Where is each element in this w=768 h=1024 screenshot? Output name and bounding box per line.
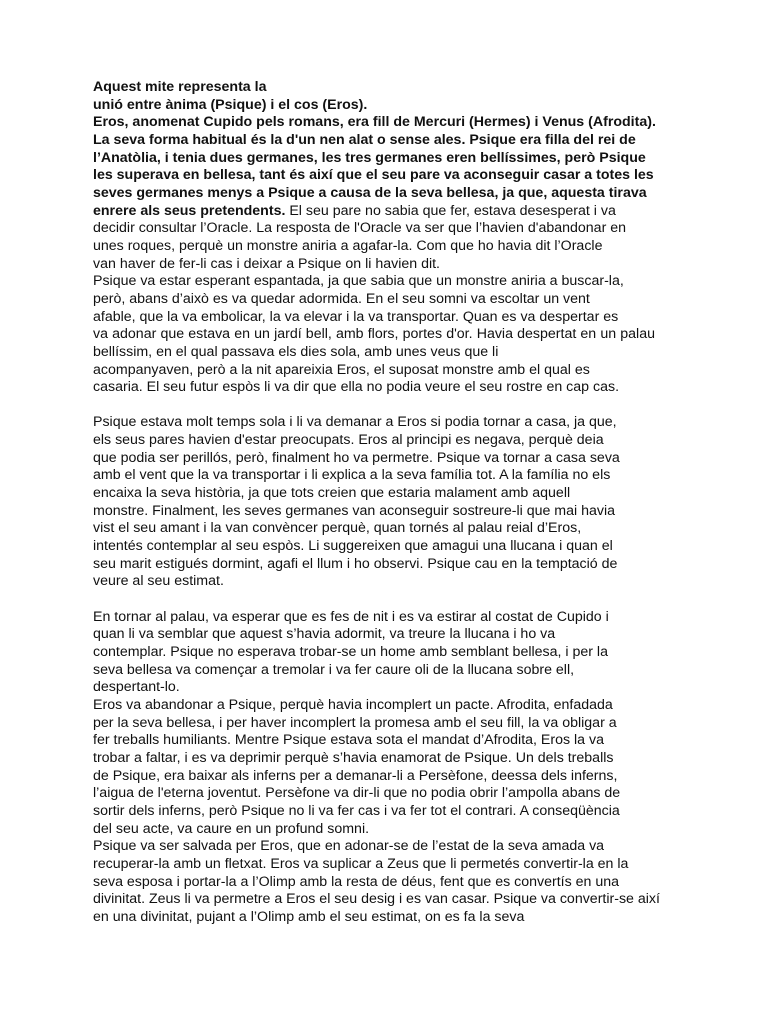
text-line: encaixa la seva història, ja que tots creien que estaria malament amb aquell [93, 485, 571, 502]
normal-fragment: El seu pare no sabia que fer, estava desesperat i va [285, 202, 616, 219]
text-line: sortir dels inferns, però Psique no li va fer cas i va fer tot el contrari. A conseqüència [93, 802, 620, 819]
text-line: acompanyaven, però a la nit apareixia Eros, el suposat monstre amb el qual es [93, 361, 590, 378]
text-line: Aquest mite representa la [93, 79, 267, 95]
text-line: unes roques, perquè un monstre aniria a agafar-la. Com que ho havia dit l’Oracle [93, 237, 603, 254]
text-line: Eros va abandonar a Psique, perquè havia incomplert un pacte. Afrodita, enfadada [93, 696, 613, 713]
text-line: en una divinitat, pujant a l’Olimp amb el seu estimat, on es fa la seva [93, 908, 525, 925]
text-line: recuperar-la amb un fletxat. Eros va suplicar a Zeus que li permetés convertir-la en la [93, 855, 629, 872]
text-line: despertant-lo. [93, 679, 180, 696]
text-line: monstre. Finalment, les seves germanes van aconseguir sostreure-li que mai havia [93, 502, 616, 519]
text-line: vist el seu amant i la van convèncer perquè, quan tornés al palau reial d’Eros, [93, 520, 582, 537]
text-line: però, abans d’això es va quedar adormida. En el seu somni va escoltar un vent [93, 290, 590, 307]
paragraph-gap [93, 397, 693, 415]
text-line: divinitat. Zeus li va permetre a Eros el seu desig i es van casar. Psique va convertir-se així [93, 891, 660, 908]
text-line: veure al seu estimat. [93, 573, 224, 590]
text-line: intentés contemplar al seu espòs. Li suggereixen que amagui una llucana i quan el [93, 538, 613, 555]
text-line: de Psique, era baixar als inferns per a demanar-li a Persèfone, deessa dels inferns, [93, 767, 618, 784]
text-line: del seu acte, va caure en un profund somni. [93, 820, 370, 837]
text-line: casaria. El seu futur espòs li va dir que ella no podia veure el seu rostre en cap cas. [93, 379, 620, 396]
text-line: van haver de fer-li cas i deixar a Psique on li havien dit. [93, 255, 440, 272]
text-line: fer treballs humiliants. Mentre Psique estava sota el mandat d’Afrodita, Eros la va [93, 732, 604, 749]
text-line: unió entre ànima (Psique) i el cos (Eros). [93, 96, 368, 113]
text-line: Psique va estar esperant espantada, ja que sabia que un monstre aniria a buscar-la, [93, 273, 624, 290]
text-line: amb el vent que la va transportar i li explica a la seva família tot. A la família no els [93, 467, 611, 484]
text-line: quan li va semblar que aquest s’havia adormit, va treure la llucana i ho va [93, 626, 556, 643]
text-line: les superava en bellesa, tant és així que el seu pare va aconseguir casar a totes les [93, 167, 654, 184]
text-line: bellíssim, en el qual passava els dies sola, amb unes veus que li [93, 343, 499, 360]
text-line: La seva forma habitual és la d'un nen alat o sense ales. Psique era filla del rei de [93, 131, 636, 148]
text-line: que podia ser perillós, però, finalment ho va permetre. Psique va tornar a casa seva [93, 449, 620, 466]
text-line: contemplar. Psique no esperava trobar-se un home amb semblant bellesa, i per la [93, 643, 608, 660]
text-line: l’aigua de l'eterna joventut. Persèfone va dir-li que no podia obrir l’ampolla abans de [93, 785, 621, 802]
text-line: va adonar que estava en un jardí bell, amb flors, portes d'or. Havia despertat en un palau [93, 326, 655, 343]
paragraph-gap [93, 591, 693, 609]
text-line: per la seva bellesa, i per haver incomplert la promesa amb el seu fill, la va obligar a [93, 714, 617, 731]
text-line: decidir consultar l’Oracle. La resposta de l'Oracle va ser que l’havien d'abandonar en [93, 220, 627, 237]
text-line: trobar a faltar, i es va deprimir perquè s’havia enamorat de Psique. Un dels treballs [93, 749, 614, 766]
text-line: l’Anatòlia, i tenia dues germanes, les tres germanes eren bellíssimes, però Psique [93, 149, 646, 166]
text-line: En tornar al palau, va esperar que es fes de nit i es va estirar al costat de Cupido i [93, 608, 609, 625]
text-line: seva bellesa va començar a tremolar i va fer caure oli de la llucana sobre ell, [93, 661, 575, 678]
text-line: seu marit estigués dormint, agafi el llum i ho observi. Psique cau en la temptació de [93, 555, 618, 572]
text-line: Eros, anomenat Cupido pels romans, era fill de Mercuri (Hermes) i Venus (Afrodita). [93, 114, 656, 131]
text-line: els seus pares havien d'estar preocupats. Eros al principi es negava, perquè deia [93, 432, 604, 449]
text-line: seva esposa i portar-la a l’Olimp amb la resta de déus, fent que es convertís en una [93, 873, 620, 890]
document-body [93, 79, 693, 926]
text-line: seves germanes menys a Psique a causa de la seva bellesa, ja que, aquesta tirava [93, 184, 647, 201]
text-line: afable, que la va embolicar, la va elevar i la va transportar. Quan es va despertar es [93, 308, 619, 325]
text-line-mixed [93, 203, 693, 221]
text-line: Psique estava molt temps sola i li va demanar a Eros si podia tornar a casa, ja que, [93, 414, 617, 431]
text-line: Psique va ser salvada per Eros, que en adonar-se de l’estat de la seva amada va [93, 838, 605, 855]
bold-fragment: enrere als seus pretendents. [93, 202, 286, 219]
